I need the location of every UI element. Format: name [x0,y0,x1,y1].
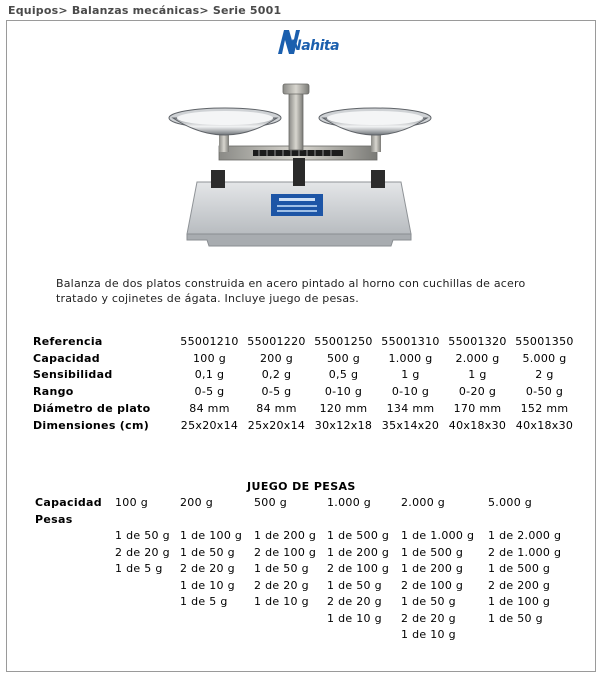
weight-item: 1 de 200 g [327,545,390,559]
weight-item: 1 de 500 g [401,545,464,559]
spec-row-capacidad [33,350,578,367]
spec-cell: 40x18x30 [448,418,507,432]
spec-cell: 0,5 g [328,368,359,382]
weight-set-500g [254,528,316,611]
weights-title: JUEGO DE PESAS [247,480,356,493]
weight-item: 2 de 100 g [254,545,317,559]
product-description [56,276,556,306]
spec-cell: 30x12x18 [314,418,373,432]
weight-item: 1 de 2.000 g [488,529,562,542]
spec-cell: 25x20x14 [247,418,306,432]
weight-item: 1 de 50 g [327,578,382,592]
weight-item: 1 de 200 g [254,529,317,542]
weights-capacity-label: Capacidad [35,496,102,509]
breadcrumb[interactable]: Equipos> Balanzas mecánicas> Serie 5001 [8,4,282,17]
weight-item: 2 de 20 g [115,545,170,559]
spec-label: Diámetro de plato [33,402,151,416]
weight-item: 1 de 100 g [488,595,551,608]
weight-item: 1 de 50 g [401,595,456,608]
weight-item: 1 de 50 g [254,562,309,575]
spec-label: Capacidad [33,351,100,365]
weight-item: 1 de 10 g [327,611,382,625]
spec-label: Referencia [33,334,103,348]
spec-label: Sensibilidad [33,368,113,382]
weight-item: 2 de 1.000 g [488,545,562,559]
spec-cell: 35x14x20 [381,418,440,432]
spec-label: Rango [33,385,74,399]
description-line-1: Balanza de dos platos construida en acero pintado al horno con cuchillas de acero [56,277,526,290]
weight-item: 2 de 200 g [488,578,551,592]
weight-item: 1 de 5 g [180,595,228,608]
weights-capacity: 200 g [180,496,213,509]
spec-cell: 500 g [327,351,360,365]
spec-cell: 2 g [535,368,554,382]
spec-cell: 84 mm [256,402,297,416]
spec-cell: 25x20x14 [180,418,239,432]
weights-capacity: 5.000 g [488,496,533,509]
brand-logo-text: Nahita [290,38,340,54]
spec-row-sensibilidad [33,367,578,384]
spec-cell: 55001250 [314,334,373,348]
spec-cell: 0,2 g [261,368,292,382]
weight-set-100g [115,528,170,578]
weight-item: 1 de 5 g [115,562,163,575]
weight-item: 1 de 10 g [180,578,235,592]
weight-item: 1 de 1.000 g [401,529,475,542]
spec-row-rango [33,383,578,400]
weight-item: 1 de 100 g [180,529,243,542]
spec-row-diametro [33,400,578,417]
weight-item: 1 de 10 g [401,628,456,641]
spec-cell: 0-5 g [194,385,225,399]
spec-cell: 1.000 g [388,351,433,365]
weight-item: 1 de 50 g [180,545,235,559]
spec-cell: 0-5 g [261,385,292,399]
spec-cell: 0-10 g [324,385,363,399]
spec-cell: 1 g [401,368,420,382]
weight-item: 1 de 50 g [115,529,170,542]
weight-set-1000g [327,528,389,627]
spec-label: Dimensiones (cm) [33,418,150,432]
spec-cell: 55001350 [515,334,574,348]
weights-capacity: 100 g [115,496,148,509]
weight-item: 2 de 20 g [254,578,309,592]
spec-cell: 1 g [468,368,487,382]
weight-item: 2 de 100 g [327,562,390,575]
weights-capacity: 500 g [254,496,287,509]
spec-cell: 55001320 [448,334,507,348]
weight-item: 2 de 100 g [401,578,464,592]
weight-set-200g [180,528,242,611]
weight-set-5000g [488,528,561,627]
product-photo [165,74,435,254]
weight-item: 2 de 20 g [401,611,456,625]
spec-cell: 55001310 [381,334,440,348]
weights-pesas-label: Pesas [35,513,73,526]
spec-cell: 84 mm [189,402,230,416]
spec-cell: 0-50 g [525,385,564,399]
weight-set-2000g [401,528,474,644]
spec-table [33,333,578,434]
spec-cell: 40x18x30 [515,418,574,432]
spec-cell: 120 mm [319,402,368,416]
spec-cell: 100 g [193,351,226,365]
spec-cell: 170 mm [453,402,502,416]
spec-cell: 152 mm [520,402,569,416]
weight-item: 1 de 200 g [401,562,464,575]
weight-item: 1 de 10 g [254,595,309,608]
weight-item: 1 de 50 g [488,611,543,625]
weights-capacity: 2.000 g [401,496,446,509]
spec-row-dimensiones [33,417,578,434]
description-line-2: tratado y cojinetes de ágata. Incluye juego de pesas. [56,292,359,305]
spec-cell: 134 mm [386,402,435,416]
spec-cell: 2.000 g [455,351,500,365]
weights-capacity: 1.000 g [327,496,372,509]
weight-item: 2 de 20 g [327,595,382,608]
weight-item: 2 de 20 g [180,562,235,575]
spec-cell: 55001220 [247,334,306,348]
spec-cell: 0-10 g [391,385,430,399]
spec-cell: 5.000 g [522,351,567,365]
spec-cell: 55001210 [180,334,239,348]
spec-cell: 0,1 g [194,368,225,382]
weight-item: 1 de 500 g [488,562,551,575]
weight-item: 1 de 500 g [327,529,390,542]
spec-cell: 200 g [260,351,293,365]
spec-cell: 0-20 g [458,385,497,399]
spec-row-referencia [33,333,578,350]
